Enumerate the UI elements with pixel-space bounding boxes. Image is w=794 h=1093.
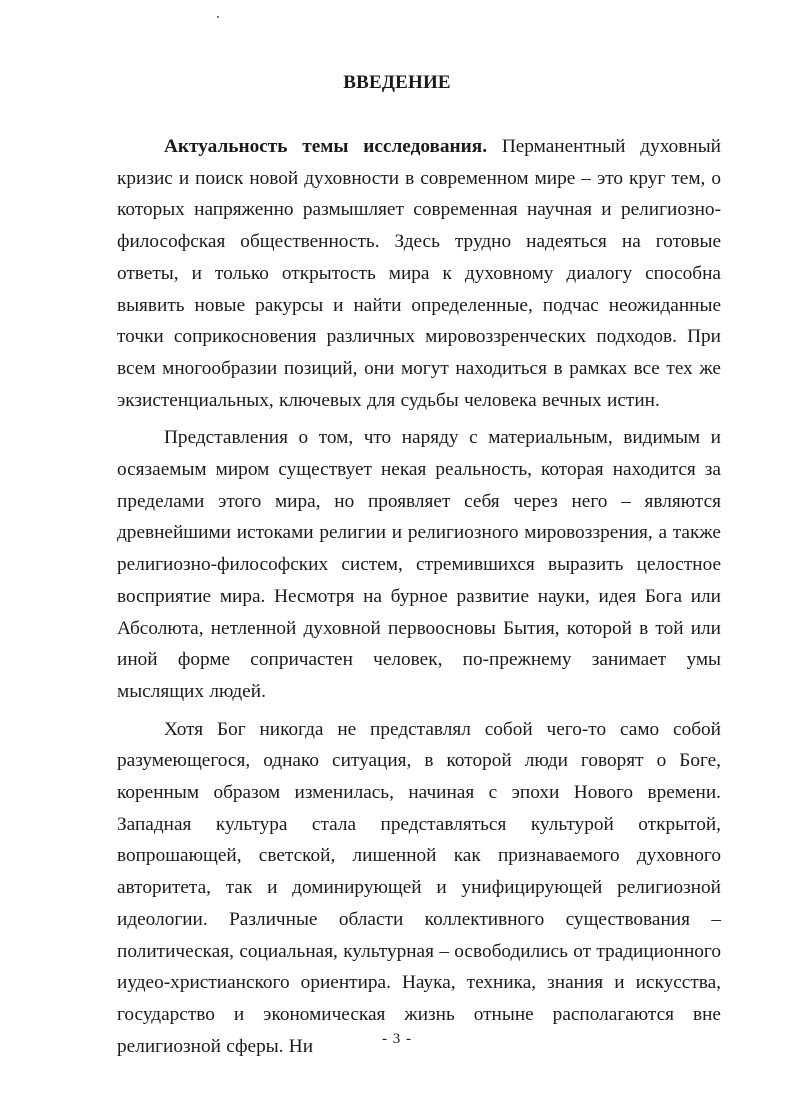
paragraph-modern-era: Хотя Бог никогда не представлял собой чего-то само собой разумеющегося, однако ситуация, в которой люди говорят о Боге, коренным образом изменилась, начиная с эпохи Нового времени. Западная культура стала представляться культурой открытой, вопрошающей, светской, лишенной как признаваемого духовного авторитета, так и доминирующей и унифицирующей религиозной идеологии. Различные области коллективного существования – политическая, социальная, культурная – освободились от традиционного иудео-христианского ориентира. Наука, техника, знания и искусства, государство и экономическая жизнь отныне располагаются вне религиозной сферы. Ни (117, 718, 721, 1057)
paragraph-reality: Представления о том, что наряду с материальным, видимым и осязаемым миром существует некая реальность, которая находится за пределами этого мира, но проявляет себя через него – являются древнейшими истоками религии и религиозного мировоззрения, а также религиозно-философских систем, стремившихся выразить целостное восприятие мира. Несмотря на бурное развитие науки, идея Бога или Абсолюта, нетленной духовной первоосновы Бытия, которой в той или иной форме сопричастен человек, по-прежнему занимает умы мыслящих людей. (117, 427, 721, 702)
page-heading: ВВЕДЕНИЕ (343, 72, 451, 93)
paragraph-relevance (117, 131, 721, 416)
body-text (117, 131, 721, 1068)
paragraph-text: Перманентный духовный кризис и поиск новой духовности в современном мире – это круг тем, о которых напряженно размышляет современная научная и религиозно-философская общественность. Здесь трудно надеяться на готовые ответы, и только открытость мира к духовному диалогу способна выявить новые ракурсы и найти определенные, подчас неожиданные точки соприкосновения различных мировоззренческих подходов. При всем многообразии позиций, они могут находиться в рамках все тех же экзистенциальных, ключевых для судьбы человека вечных истин. (117, 136, 721, 411)
page-number: - 3 - (382, 1031, 412, 1047)
paragraph-lead: Актуальность темы исследования. (164, 136, 488, 157)
scan-speck (217, 16, 219, 18)
